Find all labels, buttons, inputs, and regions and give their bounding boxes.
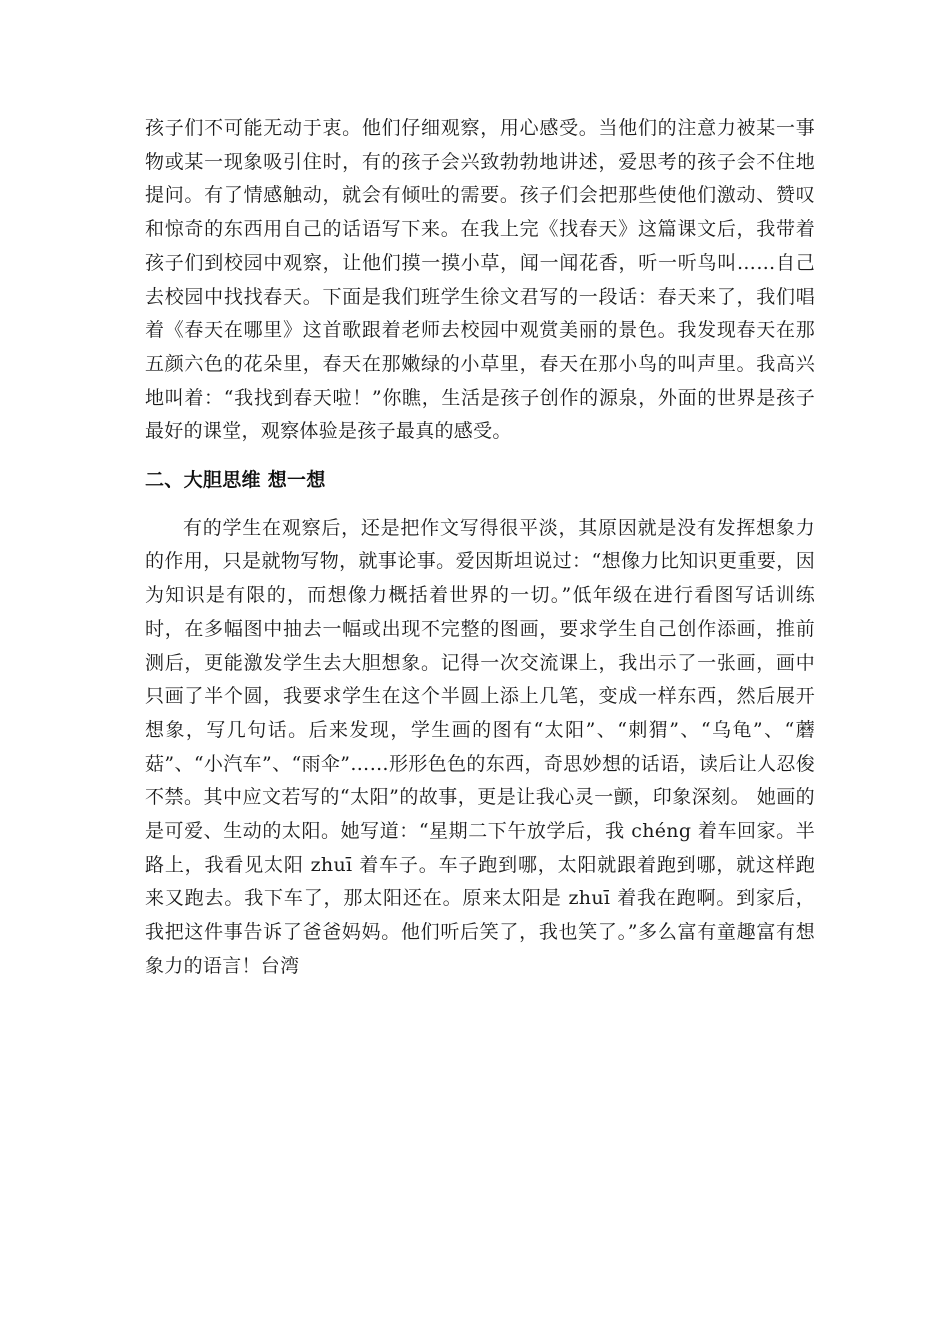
body-paragraph-imagination: 有的学生在观察后，还是把作文写得很平淡，其原因就是没有发挥想象力的作用，只是就物写物，就事论事。爱因斯坦说过：“想像力比知识更重要，因为知识是有限的，而想像力概括着世界的一切。”低年级在进行看图写话训练时，在多幅图中抽去一幅或出现不完整的图画，要求学生自己创作添画，推前测后，更能激发学生去大胆想象。记得一次交流课上，我出示了一张画，画中只画了半个圆，我要求学生在这个半圆上添上几笔，变成一样东西，然后展开想象，写几句话。后来发现，学生画的图有“太阳”、“刺猬”、“乌龟”、“蘑菇”、“小汽车”、“雨伞”……形形色色的东西，奇思妙想的话语，读后让人忍俊不禁。其中应文若写的“太阳”的故事，更是让我心灵一颤，印象深刻。 她画的是可爱、生动的太阳。她写道：“星期二下午放学后，我 chéng 着车回家。半路上，我看见太阳 zhuī 着车子。车子跑到哪，太阳就跟着跑到哪，就这样跑来又跑去。我下车了，那太阳还在。原来太阳是 zhuī 着我在跑啊。到家后，我把这件事告诉了爸爸妈妈。他们听后笑了，我也笑了。”多么富有童趣富有想象力的语言！台湾 [145,516,815,977]
body-paragraph-continued: 孩子们不可能无动于衷。他们仔细观察，用心感受。当他们的注意力被某一事物或某一现象吸引住时，有的孩子会兴致勃勃地讲述，爱思考的孩子会不住地提问。有了情感触动，就会有倾吐的需要。孩子们会把那些使他们激动、赞叹和惊奇的东西用自己的话语写下来。在我上完《找春天》这篇课文后，我带着孩子们到校园中观察，让他们摸一摸小草，闻一闻花香，听一听鸟叫……自己去校园中找找春天。下面是我们班学生徐文君写的一段话：春天来了，我们唱着《春天在哪里》这首歌跟着老师去校园中观赏美丽的景色。我发现春天在那五颜六色的花朵里，春天在那嫩绿的小草里，春天在那小鸟的叫声里。我高兴地叫着：“我找到春天啦！”你瞧，生活是孩子创作的源泉，外面的世界是孩子最好的课堂，观察体验是孩子最真的感受。 [145,117,815,443]
section-heading: 二、大胆思维 想一想 [145,469,326,492]
document-body [145,112,815,984]
